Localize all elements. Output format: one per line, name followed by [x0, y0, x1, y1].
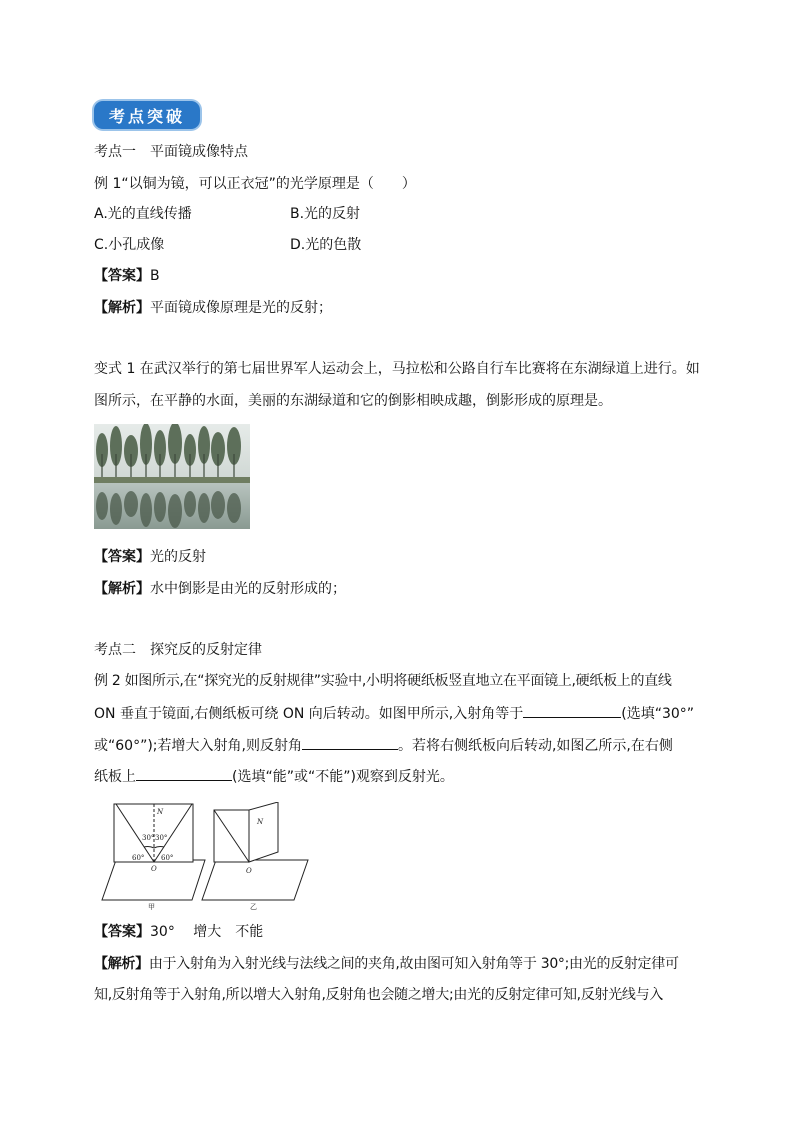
answer-value: 30° 增大 不能 [150, 924, 264, 940]
angle-label: 30° [155, 834, 168, 842]
answer-value: B [150, 268, 160, 284]
question-text: 纸板上 [94, 769, 136, 785]
question-2-line-4 [94, 766, 454, 787]
label-n: N [257, 818, 264, 826]
question-text: (选填“30°” [621, 706, 695, 722]
answer-value: 光的反射 [150, 549, 206, 565]
answer-tag: 【答案】 [94, 268, 150, 284]
option-b: B.光的反射 [290, 206, 361, 222]
reflection-experiment-diagram [100, 802, 315, 910]
analysis-3-line-2: 知,反射角等于入射角,所以增大入射角,反射角也会随之增大;由光的反射定律可知,反射光线与入 [94, 987, 664, 1003]
answer-blank-1[interactable] [523, 703, 621, 718]
question-1: 例 1“以铜为镜，可以正衣冠”的光学原理是（ ） [94, 176, 416, 192]
question-text: 。若将右侧纸板向后转动,如图乙所示,在右侧 [397, 738, 673, 754]
option-c: C.小孔成像 [94, 237, 165, 253]
option-a: A.光的直线传播 [94, 206, 192, 222]
angle-label: 30° [142, 834, 155, 842]
label-o: O [246, 867, 252, 875]
answer-blank-3[interactable] [136, 766, 232, 781]
question-text: ON 垂直于镜面,右侧纸板可绕 ON 向后转动。如图甲所示,入射角等于 [94, 706, 524, 722]
analysis-1 [94, 298, 332, 318]
label-n: N [157, 808, 164, 816]
question-2-line-3 [94, 735, 673, 756]
question-2-line-1: 例 2 如图所示,在“探究光的反射规律”实验中,小明将硬纸板竖直地立在平面镜上,硬纸板上的直线 [94, 673, 672, 689]
caption-jia: 甲 [148, 903, 155, 910]
question-text: 或“60°”);若增大入射角,则反射角 [94, 738, 302, 754]
analysis-tag: 【解析】 [94, 956, 149, 972]
analysis-text: 平面镜成像原理是光的反射； [150, 300, 332, 316]
section-badge: 考点突破 [94, 101, 200, 129]
lake-reflection-photo [94, 424, 250, 529]
angle-label: 60° [132, 854, 145, 862]
answer-tag: 【答案】 [94, 549, 150, 565]
analysis-tag: 【解析】 [94, 581, 150, 597]
answer-1 [94, 266, 160, 286]
question-text: (选填“能”或“不能”)观察到反射光。 [232, 769, 454, 785]
analysis-3-line-1 [94, 954, 679, 974]
section-title-2: 考点二 探究反的反射定律 [94, 642, 262, 658]
label-o: O [151, 865, 157, 873]
analysis-2 [94, 579, 346, 599]
analysis-text: 由于入射角为入射光线与法线之间的夹角,故由图可知入射角等于 30°;由光的反射定律可 [148, 956, 679, 972]
section-title-1: 考点一 平面镜成像特点 [94, 144, 248, 160]
variant-1-line-2: 图所示，在平静的水面，美丽的东湖绿道和它的倒影相映成趣，倒影形成的原理是。 [94, 393, 612, 409]
question-2-line-2 [94, 703, 694, 724]
answer-2 [94, 547, 206, 567]
answer-3 [94, 922, 263, 942]
analysis-text: 水中倒影是由光的反射形成的； [150, 581, 346, 597]
angle-label: 60° [161, 854, 174, 862]
answer-tag: 【答案】 [94, 924, 150, 940]
caption-yi: 乙 [250, 903, 257, 910]
analysis-tag: 【解析】 [94, 300, 150, 316]
answer-blank-2[interactable] [302, 735, 398, 750]
option-d: D.光的色散 [290, 237, 362, 253]
variant-1-line-1: 变式 1 在武汉举行的第七届世界军人运动会上，马拉松和公路自行车比赛将在东湖绿道上进行。如 [94, 361, 700, 377]
